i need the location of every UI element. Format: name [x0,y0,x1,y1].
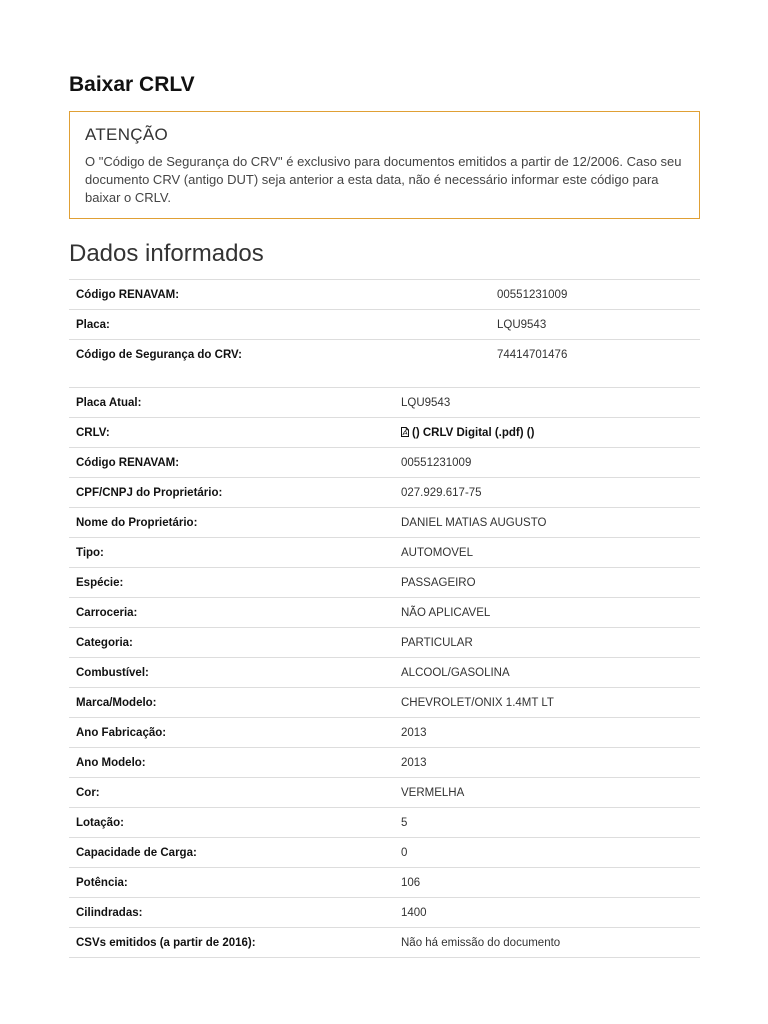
row-label: Cor: [69,778,394,808]
row-label: CPF/CNPJ do Proprietário: [69,478,394,508]
page-title: Baixar CRLV [69,73,195,96]
row-value: PARTICULAR [394,628,700,658]
row-label: Espécie: [69,568,394,598]
row-value: 00551231009 [490,280,700,310]
row-value: Não há emissão do documento [394,928,700,958]
table-row [69,868,700,898]
row-value: 1400 [394,898,700,928]
row-value: LQU9543 [490,310,700,340]
row-label: Código de Segurança do CRV: [69,340,490,370]
attention-alert [69,111,700,219]
table-row [69,388,700,418]
row-label: Ano Fabricação: [69,718,394,748]
row-label: CRLV: [69,418,394,448]
alert-text: O "Código de Segurança do CRV" é exclusivo para documentos emitidos a partir de 12/2006. Caso seu documento CRV (antigo DUT) seja anterior a esta data, não é necessário informar este código para baixar o CRLV. [85,154,682,205]
table-row [69,598,700,628]
table-row [69,658,700,688]
table-row [69,478,700,508]
row-value: 2013 [394,748,700,778]
row-label: Ano Modelo: [69,748,394,778]
row-value: CHEVROLET/ONIX 1.4MT LT [394,688,700,718]
row-label: Placa: [69,310,490,340]
table-row [69,628,700,658]
row-label: Tipo: [69,538,394,568]
table-row [69,748,700,778]
row-label: Código RENAVAM: [69,448,394,478]
row-value: NÃO APLICAVEL [394,598,700,628]
table-row [69,688,700,718]
table-row [69,538,700,568]
row-value: VERMELHA [394,778,700,808]
table-row [69,928,700,958]
alert-title: ATENÇÃO [85,125,169,144]
row-value: 2013 [394,718,700,748]
row-value: ALCOOL/GASOLINA [394,658,700,688]
table-row [69,508,700,538]
row-value: AUTOMOVEL [394,538,700,568]
table-row [69,310,700,340]
crlv-download-cell [394,418,700,448]
row-value: 74414701476 [490,340,700,370]
table-row [69,280,700,310]
section-title: Dados informados [69,240,264,267]
table-row [69,448,700,478]
file-pdf-icon [401,427,409,437]
informed-data-table [69,279,700,369]
row-value: LQU9543 [394,388,700,418]
row-value: PASSAGEIRO [394,568,700,598]
table-row [69,778,700,808]
row-label: Lotação: [69,808,394,838]
row-value: 0 [394,838,700,868]
row-label: Capacidade de Carga: [69,838,394,868]
row-value: 5 [394,808,700,838]
row-label: Categoria: [69,628,394,658]
row-value: 00551231009 [394,448,700,478]
row-value: 027.929.617-75 [394,478,700,508]
row-label: Placa Atual: [69,388,394,418]
row-label: Marca/Modelo: [69,688,394,718]
row-value: 106 [394,868,700,898]
table-row [69,718,700,748]
crlv-download-link[interactable] [401,427,534,439]
row-value: DANIEL MATIAS AUGUSTO [394,508,700,538]
page-content [69,0,700,958]
row-label: Potência: [69,868,394,898]
vehicle-details-table [69,387,700,958]
row-label: Cilindradas: [69,898,394,928]
row-label: Nome do Proprietário: [69,508,394,538]
row-label: CSVs emitidos (a partir de 2016): [69,928,394,958]
row-label: Código RENAVAM: [69,280,490,310]
table-row [69,568,700,598]
table-row [69,898,700,928]
table-row [69,808,700,838]
table-row [69,418,700,448]
row-label: Combustível: [69,658,394,688]
row-label: Carroceria: [69,598,394,628]
crlv-link-text: () CRLV Digital (.pdf) () [412,426,535,439]
table-row [69,838,700,868]
table-row [69,340,700,370]
